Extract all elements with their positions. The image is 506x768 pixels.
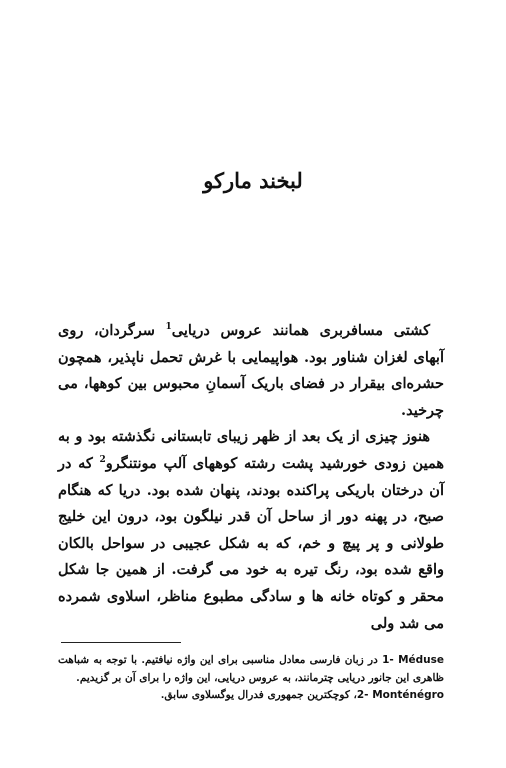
footnote-ref-2: 2 [99, 455, 106, 466]
footnote-divider [61, 642, 181, 643]
footnote-2-number: 2- [356, 689, 369, 701]
paragraph-2 [58, 424, 444, 637]
footnote-ref-1: 1 [165, 322, 172, 333]
paragraph-1-start: کشتی مسافربری همانند عروس دریایی [171, 322, 430, 339]
footnote-1 [58, 652, 444, 687]
paragraph-2-start: هنوز چیزی از یک بعد از ظهر زیبای تابستانی نگذشته بود و به همین زودی خورشید پشت رشته کوههای آلپ مونتنگرو [58, 428, 444, 472]
paragraph-2-rest: که در آن درختان باریکی پراکنده بودند، پنهان شده بود. دریا که هنگام صبح، در پهنه دور از ساحل آن قدر نیلگون بود، درون این خلیج طولانی و پر پیچ و خم، که به شکل عجیبی در سواحل بالکان واقع شده بود، رنگ تیره به خود می گرفت. از همین جا شکل محقر و کوتاه خانه ها و سادگی مطبوع مناظر، اسلاوی شمرده می شد ولی [58, 454, 444, 632]
footnote-1-text: در زبان فارسی معادل مناسبی برای این واژه نیافتیم. با توجه به شباهت ظاهری این جانور دریایی چترمانند، به عروس دریایی، این واژه را برای آن بر گزیدیم. [58, 654, 444, 684]
footnote-1-number: 1- [382, 654, 394, 666]
footnote-2-term: Monténégro [372, 689, 444, 701]
chapter-title: لبخند مارکو [203, 168, 303, 193]
footnote-2-text: ، کوچکترین جمهوری فدرال یوگسلاوی سابق. [160, 689, 357, 701]
paragraph-1-rest: سرگردان، روی آبهای لغزان شناور بود. هواپیمایی با غرش تحمل ناپذیر، همچون حشره‌ای بیقرار در فضای باریک آسمانِ محبوس بین کوهها، می چرخید. [58, 322, 444, 419]
footnotes [58, 652, 444, 705]
footnote-1-term: Méduse [398, 654, 444, 666]
paragraph-1 [58, 318, 444, 424]
footnote-2 [58, 687, 444, 705]
body-text [58, 318, 444, 637]
